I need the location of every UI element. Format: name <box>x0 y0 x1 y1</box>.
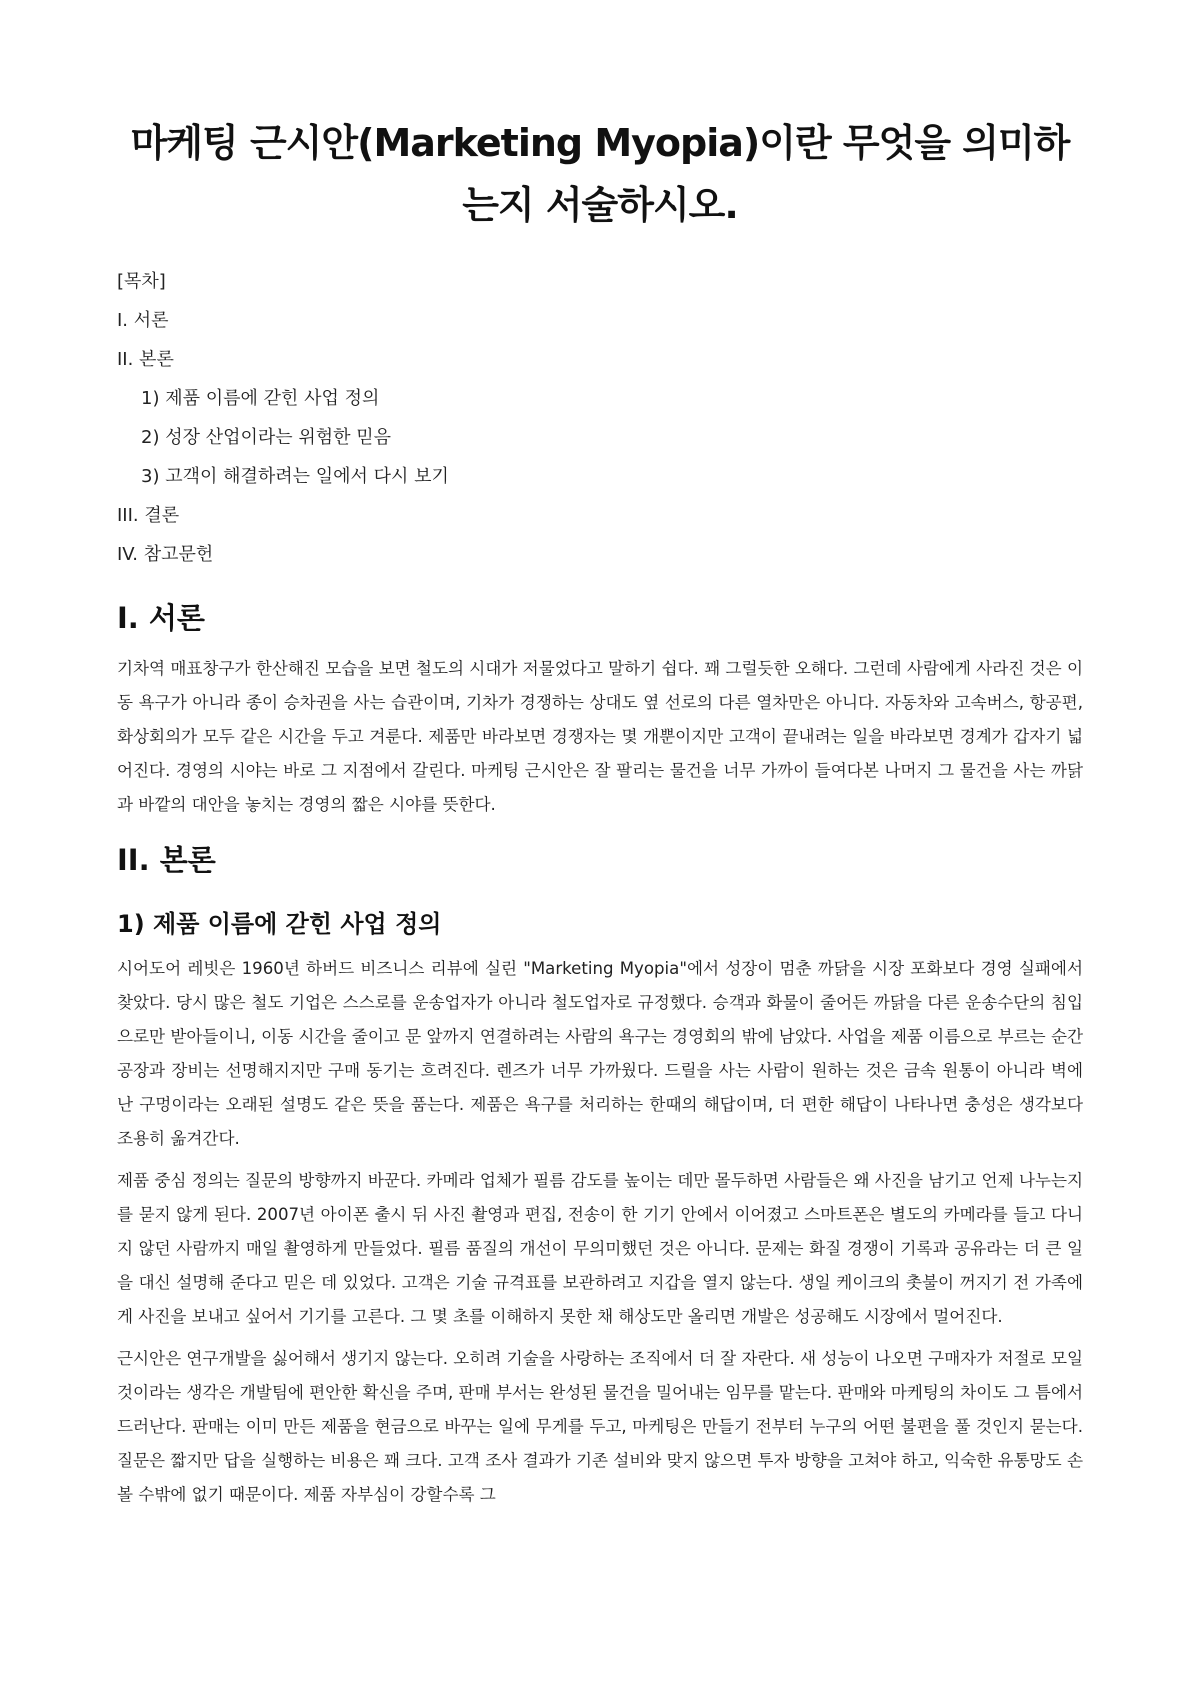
toc-item-references: IV. 참고문헌 <box>117 544 214 565</box>
paragraph: 시어도어 레빗은 1960년 하버드 비즈니스 리뷰에 실린 "Marketing Myopia"에서 성장이 멈춘 까닭을 시장 포화보다 경영 실패에서 찾았다. 당시 많은 철도 기업은 스스로를 운송업자가 아니라 철도업자로 규정했다. 승객과 화물이 줄어든 까닭을 다른 운송수단의 침입으로만 받아들이니, 이동 시간을 줄이고 문 앞까지 연결하려는 사람의 욕구는 경영회의 밖에 남았다. 사업을 제품 이름으로 부르는 순간 공장과 장비는 선명해지지만 구매 동기는 흐려진다. 렌즈가 너무 가까웠다. 드릴을 사는 사람이 원하는 것은 금속 원통이 아니라 벽에 난 구멍이라는 오래된 설명도 같은 뜻을 품는다. 제품은 욕구를 처리하는 한때의 해답이며, 더 편한 해답이 나타나면 충성은 생각보다 조용히 옮겨간다. <box>117 959 1083 1148</box>
subsection-product-definition <box>117 906 1083 1512</box>
toc-item-introduction: I. 서론 <box>117 310 169 331</box>
paragraph: 기차역 매표창구가 한산해진 모습을 보면 철도의 시대가 저물었다고 말하기 쉽다. 꽤 그럴듯한 오해다. 그런데 사람에게 사라진 것은 이동 욕구가 아니라 종이 승차권을 사는 습관이며, 기차가 경쟁하는 상대도 옆 선로의 다른 열차만은 아니다. 자동차와 고속버스, 항공편, 화상회의가 모두 같은 시간을 두고 겨룬다. 제품만 바라보면 경쟁자는 몇 개뿐이지만 고객이 끝내려는 일을 바라보면 경계가 갑자기 넓어진다. 경영의 시야는 바로 그 지점에서 갈린다. 마케팅 근시안은 잘 팔리는 물건을 너무 가까이 들여다본 나머지 그 물건을 사는 까닭과 바깥의 대안을 놓치는 경영의 짧은 시야를 뜻한다. <box>117 659 1083 814</box>
section-heading-body: II. 본론 <box>117 843 216 877</box>
section-body <box>117 840 1083 1512</box>
document-title: 마케팅 근시안(Marketing Myopia)이란 무엇을 의미하는지 서술하시오. <box>130 121 1070 227</box>
toc-item-body-3: 3) 고객이 해결하려는 일에서 다시 보기 <box>141 466 449 487</box>
section-introduction <box>117 598 1083 822</box>
paragraph: 제품 중심 정의는 질문의 방향까지 바꾼다. 카메라 업체가 필름 감도를 높이는 데만 몰두하면 사람들은 왜 사진을 남기고 언제 나누는지를 묻지 않게 된다. 2007년 아이폰 출시 뒤 사진 촬영과 편집, 전송이 한 기기 안에서 이어졌고 스마트폰은 별도의 카메라를 들고 다니지 않던 사람까지 매일 촬영하게 만들었다. 필름 품질의 개선이 무의미했던 것은 아니다. 문제는 화질 경쟁이 기록과 공유라는 더 큰 일을 대신 설명해 준다고 믿은 데 있었다. 고객은 기술 규격표를 보관하려고 지갑을 열지 않는다. 생일 케이크의 촛불이 꺼지기 전 가족에게 사진을 보내고 싶어서 기기를 고른다. 그 몇 초를 이해하지 못한 채 해상도만 올리면 개발은 성공해도 시장에서 멀어진다. <box>117 1171 1083 1326</box>
paragraph: 근시안은 연구개발을 싫어해서 생기지 않는다. 오히려 기술을 사랑하는 조직에서 더 잘 자란다. 새 성능이 나오면 구매자가 저절로 모일 것이라는 생각은 개발팀에 편안한 확신을 주며, 판매 부서는 완성된 물건을 밀어내는 임무를 맡는다. 판매와 마케팅의 차이도 그 틈에서 드러난다. 판매는 이미 만든 제품을 현금으로 바꾸는 일에 무게를 두고, 마케팅은 만들기 전부터 누구의 어떤 불편을 풀 것인지 묻는다. 질문은 짧지만 답을 실행하는 비용은 꽤 크다. 고객 조사 결과가 기존 설비와 맞지 않으면 투자 방향을 고쳐야 하고, 익숙한 유통망도 손볼 수밖에 없기 때문이다. 제품 자부심이 강할수록 그 <box>117 1349 1083 1504</box>
table-of-contents <box>117 262 1083 574</box>
toc-item-body-1: 1) 제품 이름에 갇힌 사업 정의 <box>141 388 380 409</box>
toc-item-body: II. 본론 <box>117 349 174 370</box>
toc-heading: [목차] <box>117 271 166 292</box>
subsection-heading: 1) 제품 이름에 갇힌 사업 정의 <box>117 910 442 938</box>
toc-item-body-2: 2) 성장 산업이라는 위험한 믿음 <box>141 427 392 448</box>
toc-item-conclusion: III. 결론 <box>117 505 180 526</box>
section-heading-introduction: I. 서론 <box>117 601 205 635</box>
